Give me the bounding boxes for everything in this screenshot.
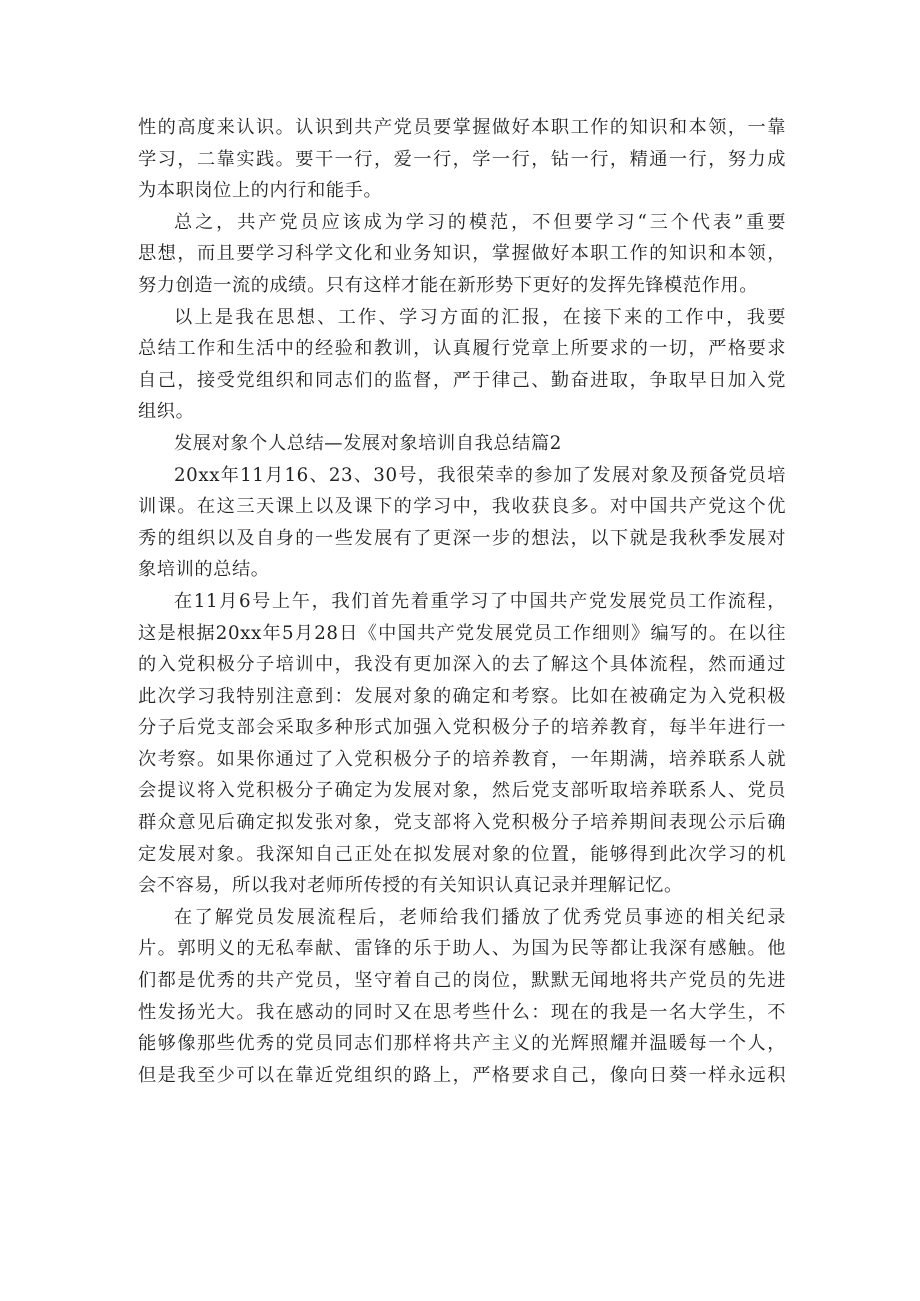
paragraph	[138, 112, 786, 207]
text-line: 学习，二靠实践。要干一行，爱一行，学一行，钻一行，精通一行，努力成	[138, 148, 786, 170]
text-line: 分子后党支部会采取多种形式加强入党积极分子的培养教育，每半年进行一	[138, 717, 786, 739]
text-line: 为本职岗位上的内行和能手。	[138, 180, 383, 202]
text-line: 性的高度来认识。认识到共产党员要掌握做好本职工作的知识和本领，一靠	[138, 117, 786, 138]
text-line: 的入党积极分子培训中，我没有更加深入的去了解这个具体流程，然而通过	[138, 654, 786, 676]
paragraph	[138, 302, 786, 428]
text-line: 能够像那些优秀的党员同志们那样将共产主义的光辉照耀并温暖每一个人，	[138, 1033, 786, 1055]
paragraph	[138, 207, 786, 302]
text-line: 次考察。如果你通过了入党积极分子的培养教育，一年期满，培养联系人就	[138, 748, 786, 770]
text-line: 们都是优秀的共产党员，坚守着自己的岗位，默默无闻地将共产党员的先进	[138, 970, 786, 992]
text-line: 秀的组织以及自身的一些发展有了更深一步的想法，以下就是我秋季发展对	[138, 527, 786, 549]
text-line: 会提议将入党积极分子确定为发展对象，然后党支部听取培养联系人、党员	[138, 780, 786, 802]
text-line: 定发展对象。我深知自己正处在拟发展对象的位置，能够得到此次学习的机	[138, 843, 786, 865]
text-line: 会不容易，所以我对老师所传授的有关知识认真记录并理解记忆。	[138, 875, 683, 897]
text-line: 在了解党员发展流程后，老师给我们播放了优秀党员事迹的相关纪录	[174, 906, 786, 928]
text-line: 20xx年11月16、23、30号，我很荣幸的参加了发展对象及预备党员培	[174, 464, 786, 486]
text-line: 片。郭明义的无私奉献、雷锋的乐于助人、为国为民等都让我深有感触。他	[138, 938, 786, 960]
text-line: 性发扬光大。我在感动的同时又在思考些什么：现在的我是一名大学生，不	[138, 1001, 786, 1023]
paragraph	[138, 586, 786, 902]
text-line: 组织。	[138, 401, 195, 423]
text-line: 总之，共产党员应该成为学习的模范，不但要学习“三个代表”重要	[174, 211, 786, 233]
text-line: 这是根据20xx年5月28日《中国共产党发展党员工作细则》编写的。在以往	[138, 622, 786, 644]
text-line: 思想，而且要学习科学文化和业务知识，掌握做好本职工作的知识和本领，	[138, 243, 786, 265]
text-line: 努力创造一流的成绩。只有这样才能在新形势下更好的发挥先锋模范作用。	[138, 274, 758, 296]
text-line: 发展对象个人总结—发展对象培训自我总结篇2	[174, 432, 562, 454]
text-line: 群众意见后确定拟发张对象，党支部将入党积极分子培养期间表现公示后确	[138, 812, 786, 834]
paragraph	[138, 460, 786, 586]
text-line: 总结工作和生活中的经验和教训，认真履行党章上所要求的一切，严格要求	[138, 338, 786, 360]
text-line: 但是我至少可以在靠近党组织的路上，严格要求自己，像向日葵一样永远积	[138, 1064, 786, 1086]
text-line: 象培训的总结。	[138, 559, 270, 581]
document-body	[138, 112, 786, 1091]
text-line: 训课。在这三天课上以及课下的学习中，我收获良多。对中国共产党这个优	[138, 496, 786, 518]
section-heading	[138, 428, 786, 460]
text-line: 自己，接受党组织和同志们的监督，严于律己、勤奋进取，争取早日加入党	[138, 369, 786, 391]
text-line: 在11月6号上午，我们首先着重学习了中国共产党发展党员工作流程，	[174, 590, 786, 612]
text-line: 以上是我在思想、工作、学习方面的汇报，在接下来的工作中，我要	[174, 306, 786, 328]
text-line: 此次学习我特别注意到：发展对象的确定和考察。比如在被确定为入党积极	[138, 685, 786, 707]
paragraph	[138, 902, 786, 1092]
